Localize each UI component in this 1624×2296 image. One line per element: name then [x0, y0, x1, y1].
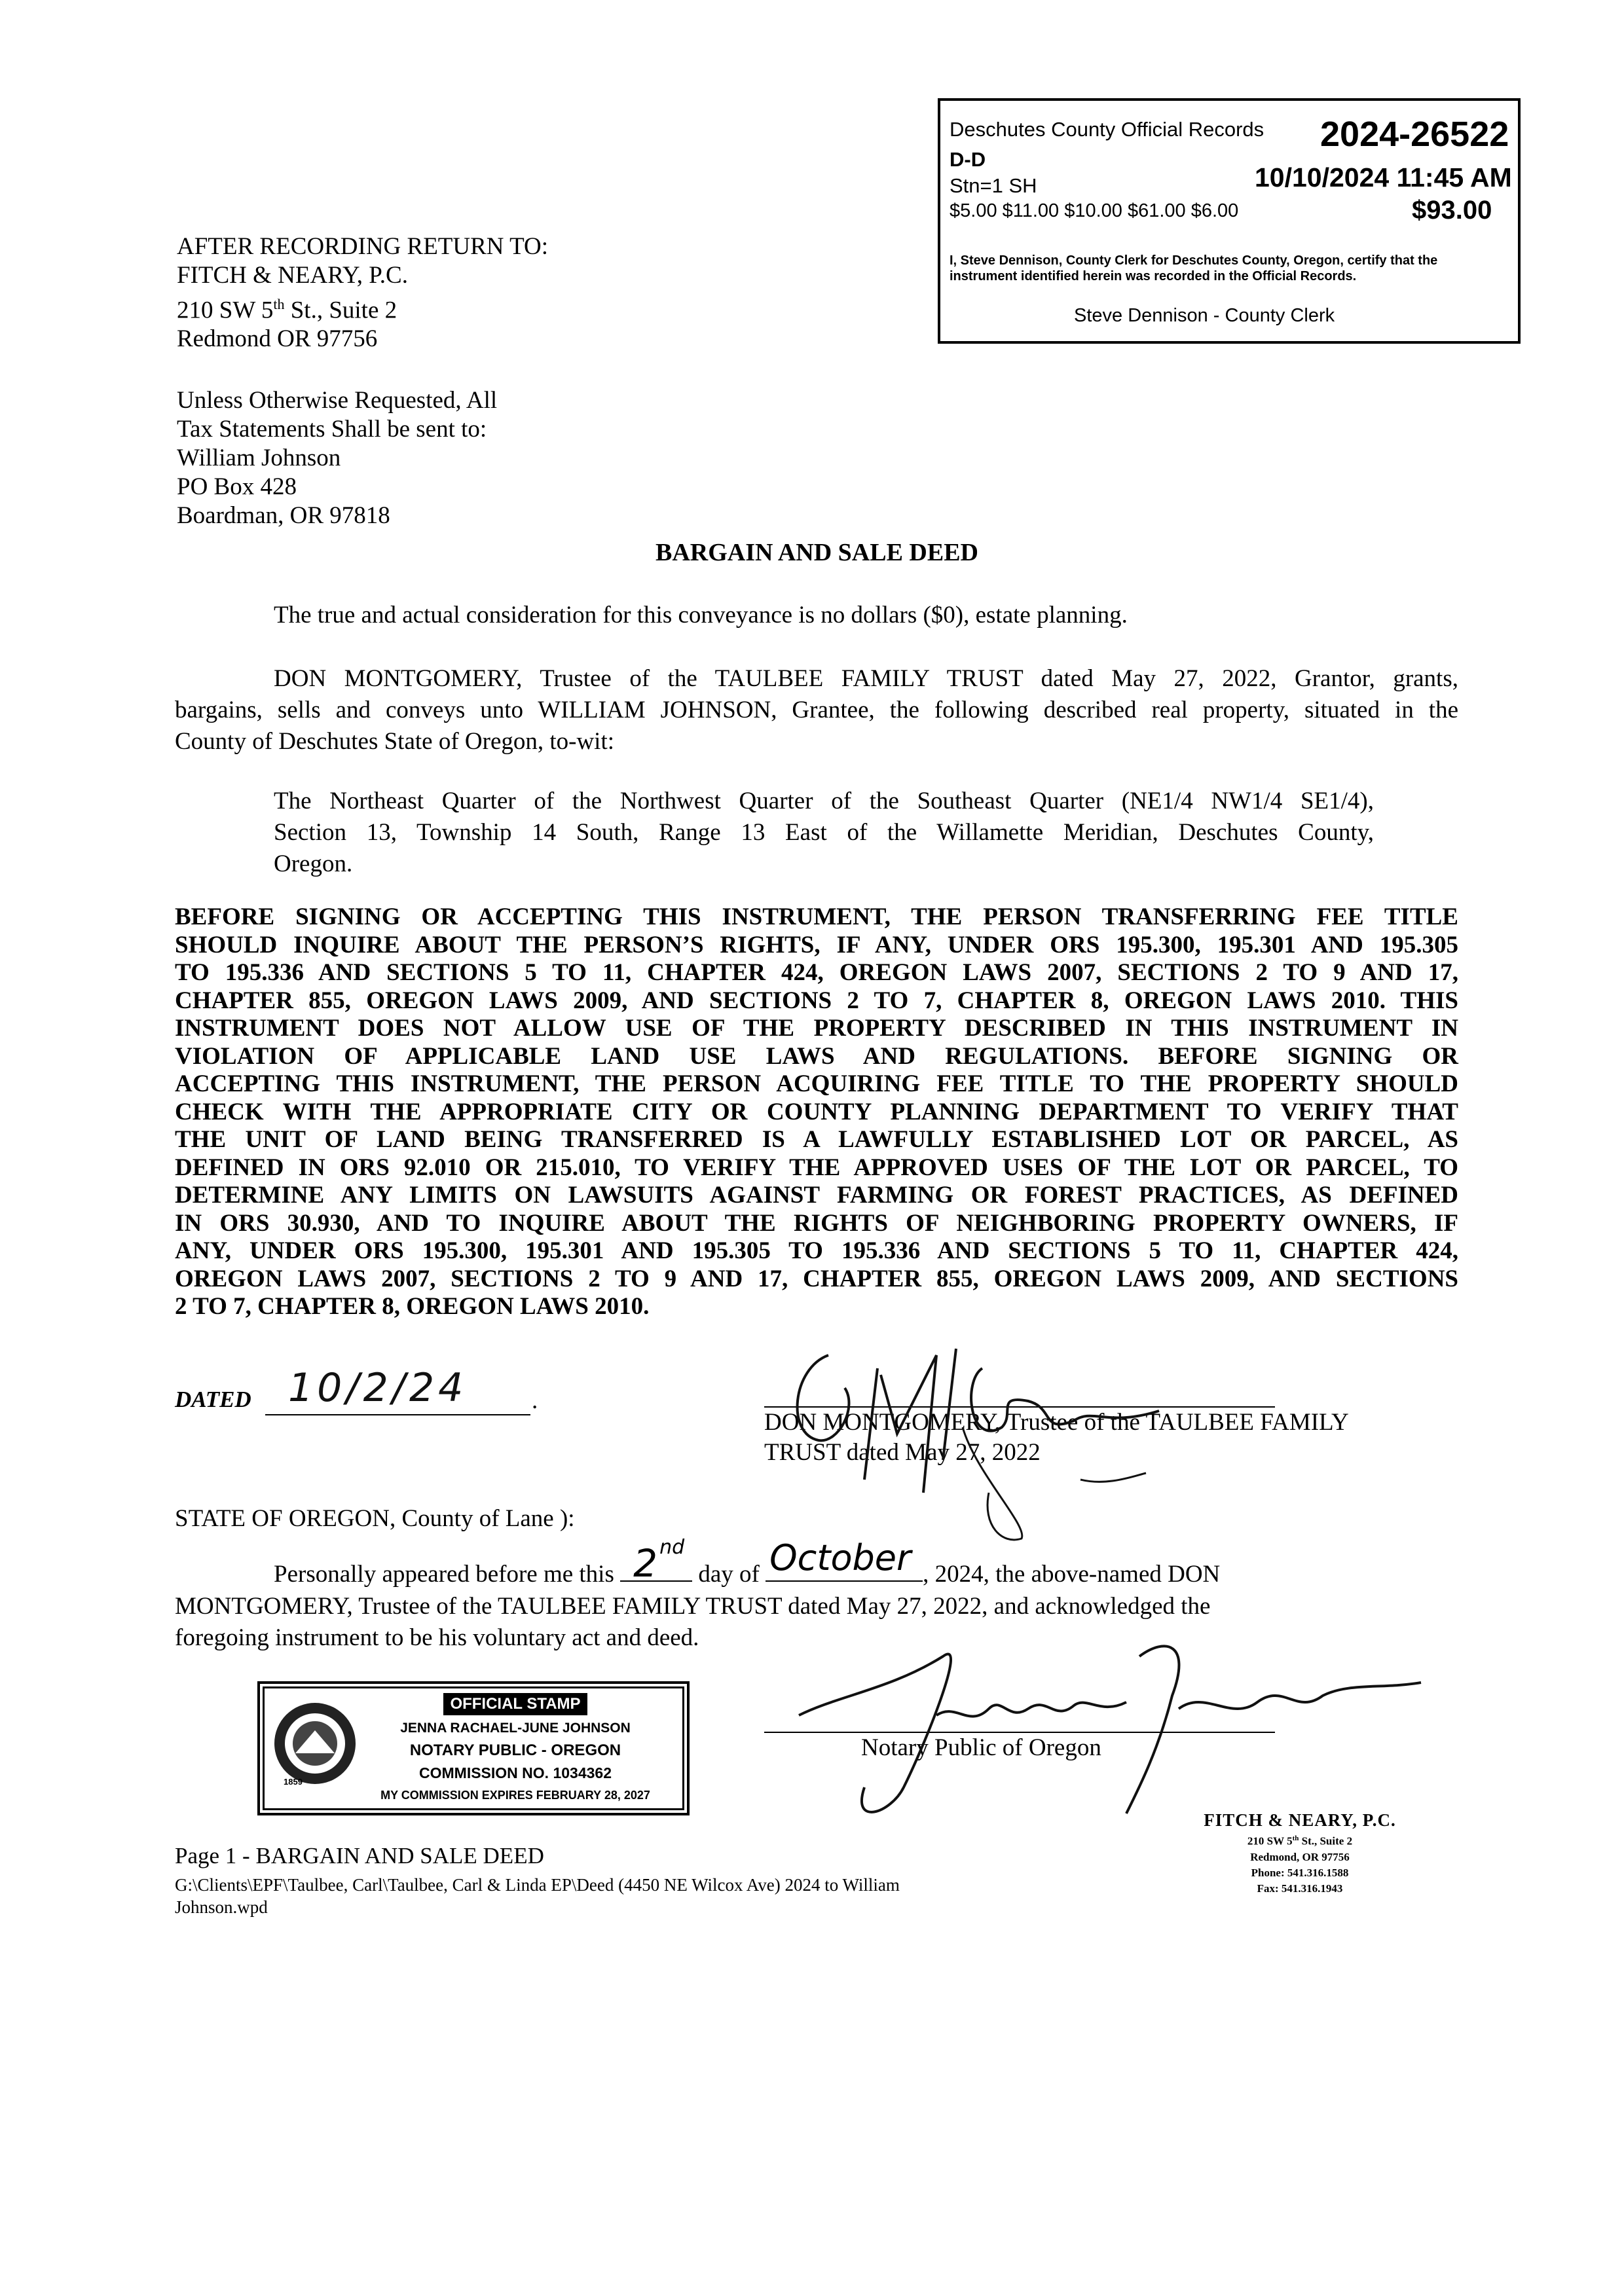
grantor-signature-line2: TRUST dated May 27, 2022 [764, 1439, 1041, 1466]
notary-handwritten-signature [773, 1617, 1428, 1827]
notary-stamp-line5: MY COMMISSION EXPIRES FEBRUARY 28, 2027 [380, 1789, 650, 1802]
recording-fees: $5.00 $11.00 $10.00 $61.00 $6.00 [950, 200, 1239, 221]
recording-total: $93.00 [1412, 196, 1492, 225]
return-to-heading: AFTER RECORDING RETURN TO: [177, 233, 549, 260]
oregon-seal-icon [269, 1694, 361, 1806]
footer-path-line2: Johnson.wpd [175, 1897, 268, 1917]
tax-address: PO Box 428 [177, 473, 297, 500]
grant-line: County of Deschutes State of Oregon, to-wit: [175, 728, 615, 755]
legal-line: The Northeast Quarter of the Northwest Quarter of the Southeast Quarter (NE1/4 NW1/4 SE1/4), [274, 788, 1374, 814]
legal-line: Section 13, Township 14 South, Range 13 East of the Willamette Meridian, Deschutes County, [274, 819, 1374, 846]
grant-paragraph [175, 663, 1458, 757]
warning-line: VIOLATION OF APPLICABLE LAND USE LAWS AND REGULATIONS. BEFORE SIGNING OR [175, 1042, 1458, 1070]
return-to-name: FITCH & NEARY, P.C. [177, 262, 408, 289]
warning-line: THE UNIT OF LAND BEING TRANSFERRED IS A LAWFULLY ESTABLISHED LOT OR PARCEL, AS [175, 1126, 1458, 1153]
acknowledgment-line1: Personally appeared before me this 2 nd day of October , 2024, the above-named DON [274, 1536, 1221, 1588]
legal-description [274, 786, 1374, 880]
recording-type: D-D [950, 148, 986, 171]
return-to-city: Redmond OR 97756 [177, 325, 378, 353]
notary-signature-label: Notary Public of Oregon [861, 1734, 1101, 1761]
firm-block [1172, 1810, 1428, 1897]
recording-station: Stn=1 SH [950, 174, 1037, 197]
notary-seal-year: 1859 [284, 1777, 303, 1787]
grant-line: bargains, sells and conveys unto WILLIAM JOHNSON, Grantee, the following described real property, situated in the [175, 697, 1458, 723]
warning-line: IN ORS 30.930, AND TO INQUIRE ABOUT THE RIGHTS OF NEIGHBORING PROPERTY OWNERS, IF [175, 1209, 1458, 1237]
acknowledgment-line2: MONTGOMERY, Trustee of the TAULBEE FAMILY TRUST dated May 27, 2022, and acknowledged the [175, 1593, 1211, 1620]
firm-city: Redmond, OR 97756 [1250, 1850, 1350, 1863]
recording-datetime: 10/10/2024 11:45 AM [1255, 162, 1512, 192]
firm-phone: Phone: 541.316.1588 [1251, 1866, 1349, 1879]
ack-day-suffix: nd [659, 1536, 685, 1559]
tax-name: William Johnson [177, 445, 341, 471]
footer-path-line1: G:\Clients\EPF\Taulbee, Carl\Taulbee, Carl & Linda EP\Deed (4450 NE Wilcox Ave) 2024 to William [175, 1875, 900, 1895]
dated-period: . [532, 1387, 538, 1414]
warning-line: ACCEPTING THIS INSTRUMENT, THE PERSON ACQUIRING FEE TITLE TO THE PROPERTY SHOULD [175, 1070, 1458, 1097]
notary-stamp-line2: JENNA RACHAEL-JUNE JOHNSON [400, 1721, 631, 1736]
grantor-signature-line1: DON MONTGOMERY, Trustee of the TAULBEE FAMILY [764, 1409, 1349, 1436]
document-title: BARGAIN AND SALE DEED [655, 539, 979, 566]
firm-street: 210 SW 5th St., Suite 2 [1247, 1834, 1353, 1848]
dated-handwritten: 10/2/24 [288, 1365, 468, 1411]
warning-line: SHOULD INQUIRE ABOUT THE PERSON’S RIGHTS, IF ANY, UNDER ORS 195.300, 195.301 AND 195.305 [175, 931, 1458, 958]
warning-line: DEFINED IN ORS 92.010 OR 215.010, TO VERIFY THE APPROVED USES OF THE LOT OR PARCEL, TO [175, 1154, 1458, 1181]
grant-line: DON MONTGOMERY, Trustee of the TAULBEE FAMILY TRUST dated May 27, 2022, Grantor, grants, [274, 665, 1458, 692]
statutory-warning [175, 903, 1458, 1321]
ack-day-blank [620, 1536, 692, 1586]
notary-stamp [257, 1681, 690, 1815]
tax-line1: Unless Otherwise Requested, All [177, 387, 498, 414]
warning-line: ANY, UNDER ORS 195.300, 195.301 AND 195.305 TO 195.336 AND SECTIONS 5 TO 11, CHAPTER 424, [175, 1237, 1458, 1264]
ack-month-handwritten: October [769, 1537, 912, 1578]
footer-page-label: Page 1 - BARGAIN AND SALE DEED [175, 1843, 544, 1868]
tax-line2: Tax Statements Shall be sent to: [177, 416, 487, 443]
tax-statements-block [177, 386, 497, 530]
recording-stamp-box [938, 98, 1521, 344]
return-to-block [177, 232, 548, 354]
notary-stamp-line4: COMMISSION NO. 1034362 [419, 1764, 612, 1781]
notary-stamp-line3: NOTARY PUBLIC - OREGON [409, 1741, 621, 1759]
notary-stamp-line1: OFFICIAL STAMP [443, 1693, 587, 1715]
dated-underline [265, 1414, 530, 1415]
tax-city: Boardman, OR 97818 [177, 502, 390, 529]
warning-line: 2 TO 7, CHAPTER 8, OREGON LAWS 2010. [175, 1293, 650, 1320]
state-county-line: STATE OF OREGON, County of Lane ): [175, 1505, 575, 1532]
firm-fax: Fax: 541.316.1943 [1257, 1882, 1343, 1895]
ack-day-handwritten: 2 [633, 1541, 658, 1586]
recording-number: 2024-26522 [1320, 115, 1509, 154]
legal-line: Oregon. [274, 850, 353, 877]
dated-label: DATED [175, 1387, 251, 1412]
consideration-statement: The true and actual consideration for this conveyance is no dollars ($0), estate planning. [274, 602, 1128, 629]
warning-line: CHECK WITH THE APPROPRIATE CITY OR COUNTY PLANNING DEPARTMENT TO VERIFY THAT [175, 1098, 1458, 1125]
ack-month-blank [766, 1537, 923, 1582]
warning-line: INSTRUMENT DOES NOT ALLOW USE OF THE PROPERTY DESCRIBED IN THIS INSTRUMENT IN [175, 1015, 1458, 1042]
warning-line: DETERMINE ANY LIMITS ON LAWSUITS AGAINST FARMING OR FOREST PRACTICES, AS DEFINED [175, 1182, 1458, 1209]
footer-file-path [175, 1874, 900, 1918]
warning-line: BEFORE SIGNING OR ACCEPTING THIS INSTRUMENT, THE PERSON TRANSFERRING FEE TITLE [175, 903, 1458, 930]
recording-certification: I, Steve Dennison, County Clerk for Deschutes County, Oregon, certify that the instrument identified herein was recorded in the Official Records. [950, 253, 1438, 283]
recording-clerk: Steve Dennison - County Clerk [1074, 305, 1335, 326]
recording-office: Deschutes County Official Records [950, 118, 1264, 141]
grantor-handwritten-signature [766, 1329, 1211, 1545]
firm-name: FITCH & NEARY, P.C. [1204, 1810, 1396, 1830]
warning-line: CHAPTER 855, OREGON LAWS 2009, AND SECTIONS 2 TO 7, CHAPTER 8, OREGON LAWS 2010. THIS [175, 987, 1458, 1014]
acknowledgment-line3: foregoing instrument to be his voluntary act and deed. [175, 1624, 699, 1651]
notary-stamp-text [358, 1693, 673, 1806]
return-to-street: 210 SW 5th St., Suite 2 [177, 296, 397, 324]
warning-line: OREGON LAWS 2007, SECTIONS 2 TO 9 AND 17, CHAPTER 855, OREGON LAWS 2009, AND SECTIONS [175, 1265, 1458, 1292]
warning-line: TO 195.336 AND SECTIONS 5 TO 11, CHAPTER 424, OREGON LAWS 2007, SECTIONS 2 TO 9 AND 17, [175, 959, 1458, 986]
